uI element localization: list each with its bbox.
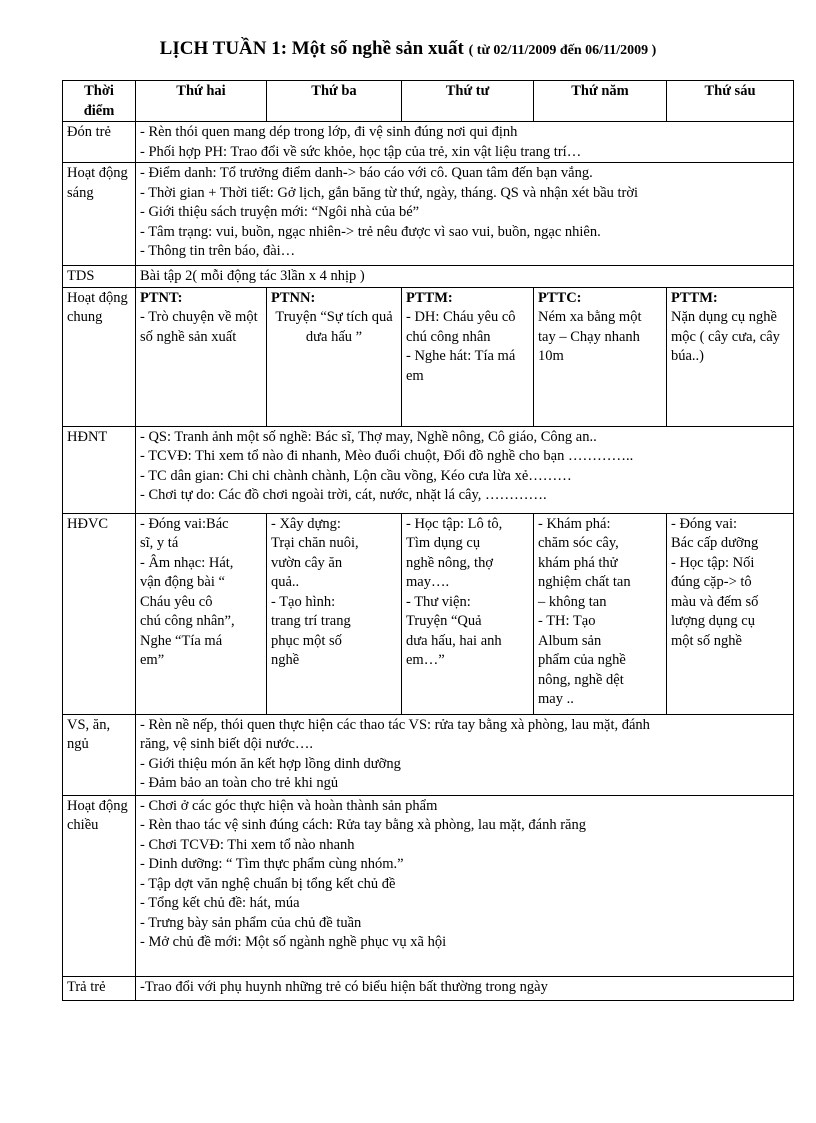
hdvc-line: trang trí trang	[271, 613, 351, 629]
hdnt-line: - QS: Tranh ảnh một số nghề: Bác sĩ, Thợ may, Nghề nông, Cô giáo, Công an..	[140, 428, 597, 445]
header-time: Thời điểm	[63, 81, 136, 122]
hdvc-thursday	[534, 513, 667, 714]
hdvc-line: - Học tập: Lô tô,	[406, 515, 503, 532]
hdvc-line: Nghe “Tía má	[140, 632, 223, 649]
hdnt-line: - Chơi tự do: Các đồ chơi ngoài trời, cát, nước, nhặt lá cây, ………….	[140, 487, 547, 503]
subject-code: PTNT:	[140, 289, 183, 306]
hdvc-line: - Tạo hình:	[271, 593, 336, 610]
row-hd-chung	[63, 287, 794, 426]
hdvc-line: – không tan	[538, 593, 607, 610]
hdvc-line: Bác cấp dưỡng	[671, 535, 759, 551]
hdvc-line: nghề nông, thợ	[406, 554, 494, 571]
label-vs-an-ngu: VS, ăn, ngủ	[63, 714, 136, 795]
hd-sang-line: - Tâm trạng: vui, buồn, ngạc nhiên-> trẻ nêu được vì sao vui, buồn, ngạc nhiên.	[140, 223, 601, 240]
content-tra-tre: -Trao đổi với phụ huynh những trẻ có biểu hiện bất thường trong ngày	[136, 976, 794, 1000]
hdvc-line: - Đóng vai:Bác	[140, 515, 229, 532]
vs-line: - Giới thiệu món ăn kết hợp lồng dinh dưỡng	[140, 755, 401, 772]
hd-sang-line: - Điểm danh: Tổ trưởng điểm danh-> báo cáo với cô. Quan tâm đến bạn vắng.	[140, 165, 593, 181]
weekly-schedule-table	[62, 80, 794, 1001]
row-hd-chieu	[63, 795, 794, 976]
hdvc-line: màu và đếm số	[671, 593, 759, 610]
row-tds	[63, 266, 794, 288]
hd-chung-tuesday	[267, 287, 402, 426]
content-hd-chieu	[136, 795, 794, 976]
hdvc-line: - Học tập: Nối	[671, 554, 755, 571]
hdvc-line: lượng dụng cụ	[671, 613, 755, 629]
hdvc-line: may….	[406, 574, 450, 590]
hdvc-line: vườn cây ăn	[271, 554, 343, 571]
hdvc-line: - TH: Tạo	[538, 613, 596, 629]
hdvc-line: chăm sóc cây,	[538, 535, 619, 551]
hdvc-line: - Âm nhạc: Hát,	[140, 554, 234, 571]
label-tds: TDS	[63, 266, 136, 288]
hdvc-line: em”	[140, 652, 165, 668]
hdvc-line: chú công nhân”,	[140, 613, 235, 629]
hdvc-wednesday	[402, 513, 534, 714]
hdvc-line: may ..	[538, 691, 574, 707]
label-hdnt: HĐNT	[63, 426, 136, 513]
subject-code: PTTM:	[406, 289, 453, 306]
header-row	[63, 81, 794, 122]
row-hdnt	[63, 426, 794, 513]
header-friday: Thứ sáu	[667, 81, 794, 122]
content-don-tre	[136, 122, 794, 163]
subject-code: PTTM:	[671, 289, 718, 306]
activity-text: - Nghe hát: Tía má em	[406, 348, 516, 384]
hdvc-line: phục một số	[271, 632, 342, 649]
hdvc-line: - Khám phá:	[538, 515, 611, 532]
content-hd-sang	[136, 163, 794, 266]
don-tre-line: - Phối hợp PH: Trao đổi về sức khỏe, học tập của trẻ, xin vật liệu trang trí…	[140, 143, 582, 160]
hd-chung-wednesday	[402, 287, 534, 426]
hdvc-line: - Đóng vai:	[671, 515, 738, 532]
vs-line: răng, vệ sinh biết dội nước….	[140, 736, 313, 752]
label-hd-chung: Hoạt động chung	[63, 287, 136, 426]
hdvc-line: em…”	[406, 652, 445, 668]
hdvc-line: sĩ, y tá	[140, 535, 179, 551]
content-vs-an-ngu	[136, 714, 794, 795]
hdvc-line: nông, nghề dệt	[538, 671, 624, 688]
hdvc-line: dưa hấu, hai anh	[406, 632, 502, 649]
activity-text: - Trò chuyện về một số nghề sản xuất	[140, 309, 258, 345]
hd-chieu-line: - Chơi TCVĐ: Thi xem tổ nào nhanh	[140, 836, 355, 853]
hdvc-line: vận động bài “	[140, 574, 225, 590]
don-tre-line: - Rèn thói quen mang dép trong lớp, đi vệ sinh đúng nơi qui định	[140, 124, 518, 140]
activity-text: - DH: Cháu yêu cô chú công nhân	[406, 309, 516, 345]
hdvc-line: - Thư viện:	[406, 593, 471, 610]
vs-line: - Rèn nề nếp, thói quen thực hiện các thao tác VS: rửa tay bằng xà phòng, lau mặt, đánh	[140, 716, 650, 733]
hd-sang-line: - Thời gian + Thời tiết: Gở lịch, gắn băng từ thứ, ngày, tháng. QS và nhận xét bầu trời	[140, 184, 639, 201]
hd-sang-line: - Giới thiệu sách truyện mới: “Ngôi nhà của bé”	[140, 204, 420, 220]
hdvc-monday	[136, 513, 267, 714]
header-wednesday: Thứ tư	[402, 81, 534, 122]
title-date-range: ( từ 02/11/2009 đến 06/11/2009 )	[468, 43, 657, 58]
row-vs-an-ngu	[63, 714, 794, 795]
hd-sang-line: - Thông tin trên báo, đài…	[140, 243, 296, 259]
title-main: LỊCH TUẦN 1: Một số nghề sản xuất	[159, 38, 464, 59]
label-hd-sang: Hoạt động sáng	[63, 163, 136, 266]
hdvc-line: đúng cặp-> tô	[671, 574, 752, 590]
hd-chung-friday	[667, 287, 794, 426]
vs-line: - Đảm bảo an toàn cho trẻ khi ngủ	[140, 775, 339, 791]
hdnt-line: - TC dân gian: Chi chi chành chành, Lộn cầu vồng, Kéo cưa lừa xẻ………	[140, 467, 572, 484]
activity-text: Nặn dụng cụ nghề mộc ( cây cưa, cây búa..)	[671, 309, 780, 364]
row-don-tre	[63, 122, 794, 163]
label-hd-chieu: Hoạt động chiều	[63, 795, 136, 976]
hdvc-line: Truyện “Quả	[406, 613, 482, 629]
label-don-tre: Đón trẻ	[63, 122, 136, 163]
hd-chung-monday	[136, 287, 267, 426]
hdvc-line: Tìm dụng cụ	[406, 535, 481, 551]
hdvc-friday	[667, 513, 794, 714]
hdvc-tuesday	[267, 513, 402, 714]
hdvc-line: - Xây dựng:	[271, 515, 341, 532]
activity-text: Ném xa bằng một tay – Chạy nhanh 10m	[538, 309, 642, 364]
hd-chieu-line: - Mở chủ đề mới: Một số ngành nghề phục vụ xã hội	[140, 934, 447, 950]
hdvc-line: quả..	[271, 574, 300, 590]
hdvc-line: nghiệm chất tan	[538, 574, 631, 590]
hd-chieu-line: - Tập dợt văn nghệ chuẩn bị tổng kết chủ đề	[140, 875, 396, 892]
header-monday: Thứ hai	[136, 81, 267, 122]
hd-chieu-line: - Trưng bày sản phẩm của chủ đề tuần	[140, 914, 362, 931]
header-tuesday: Thứ ba	[267, 81, 402, 122]
hd-chieu-line: - Tổng kết chủ đề: hát, múa	[140, 895, 300, 911]
hdvc-line: phẩm của nghề	[538, 652, 626, 668]
hdvc-line: Cháu yêu cô	[140, 593, 213, 610]
page-title	[0, 38, 816, 60]
content-tds: Bài tập 2( mỗi động tác 3lần x 4 nhịp )	[136, 266, 794, 288]
content-hdnt	[136, 426, 794, 513]
hdvc-line: khám phá thử	[538, 554, 618, 571]
hd-chieu-line: - Chơi ở các góc thực hiện và hoàn thành sản phẩm	[140, 797, 438, 814]
hd-chung-thursday	[534, 287, 667, 426]
subject-code: PTTC:	[538, 289, 582, 306]
activity-text: Truyện “Sự tích quả dưa hấu ”	[275, 309, 393, 345]
hd-chieu-line: - Rèn thao tác vệ sinh đúng cách: Rửa tay bằng xà phòng, lau mặt, đánh răng	[140, 817, 586, 833]
hd-chieu-line: - Dinh dưỡng: “ Tìm thực phẩm cùng nhóm.”	[140, 856, 404, 872]
row-hd-sang	[63, 163, 794, 266]
hdvc-line: Trại chăn nuôi,	[271, 535, 359, 551]
hdvc-line: một số nghề	[671, 632, 742, 649]
row-tra-tre	[63, 976, 794, 1000]
subject-code: PTNN:	[271, 289, 316, 306]
label-hdvc: HĐVC	[63, 513, 136, 714]
hdvc-line: nghề	[271, 652, 300, 668]
label-tra-tre: Trả trẻ	[63, 976, 136, 1000]
header-thursday: Thứ năm	[534, 81, 667, 122]
hdvc-line: Album sản	[538, 632, 602, 649]
hdnt-line: - TCVĐ: Thi xem tổ nào đi nhanh, Mèo đuổi chuột, Đổi đồ nghề cho bạn …………..	[140, 448, 634, 464]
row-hdvc	[63, 513, 794, 714]
